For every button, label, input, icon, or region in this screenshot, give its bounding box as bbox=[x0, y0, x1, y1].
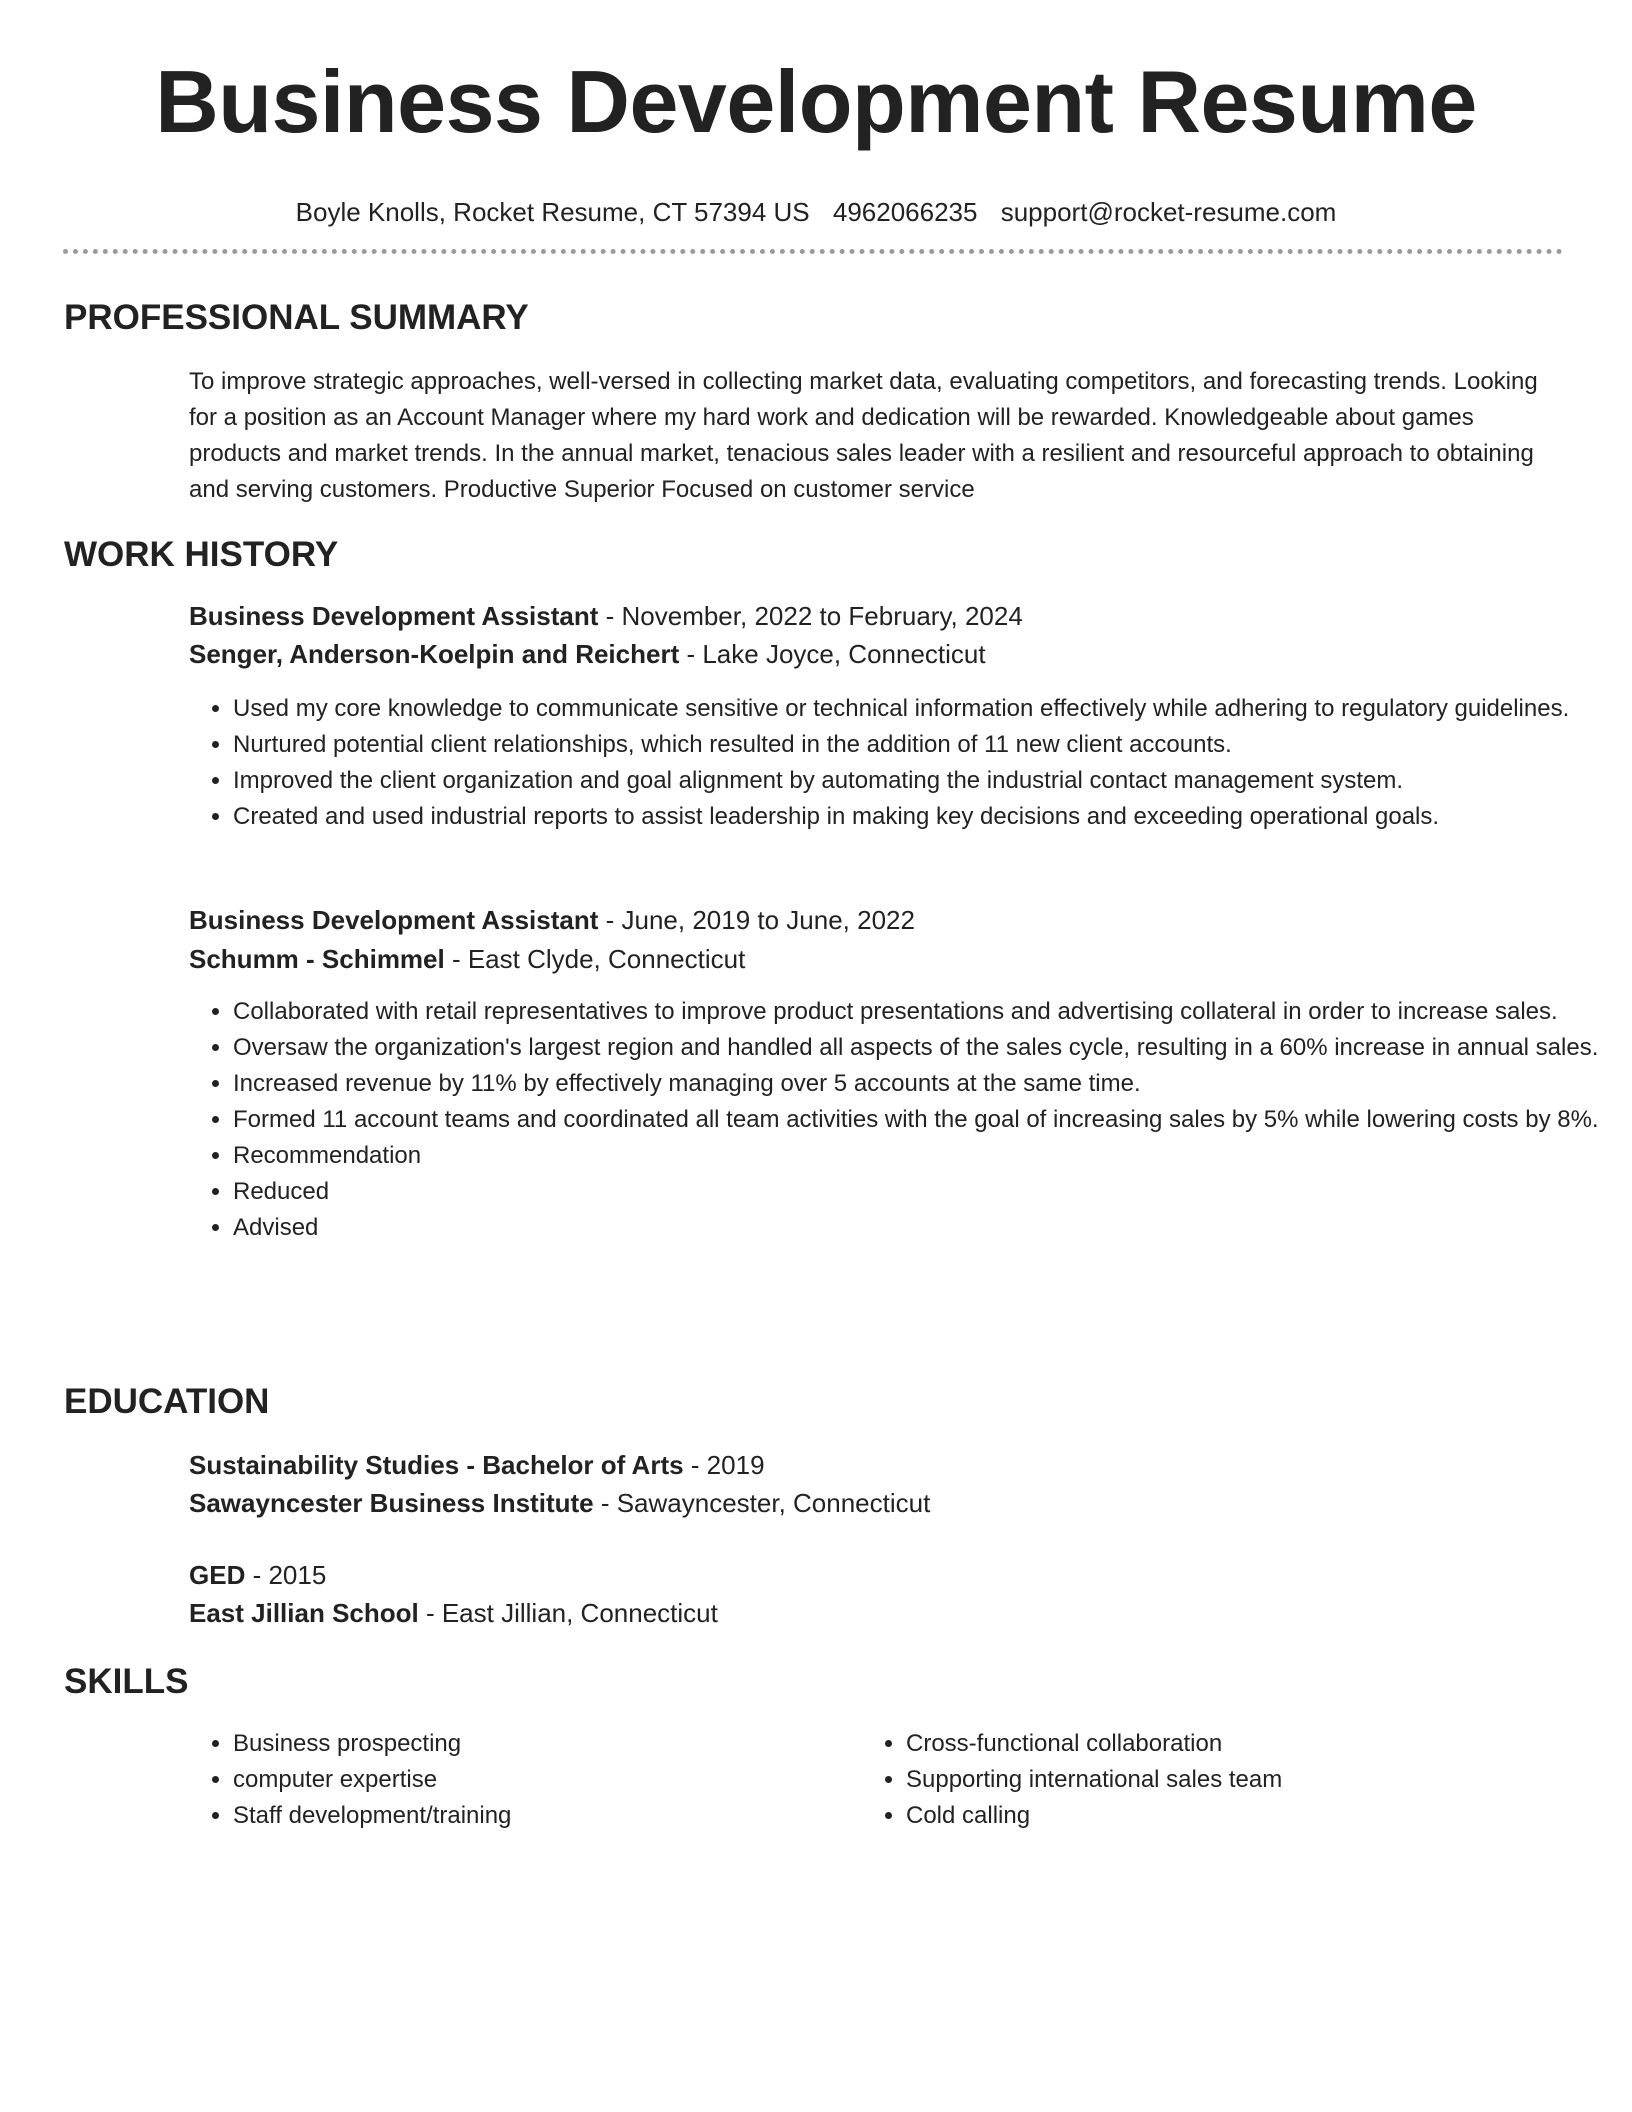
skill-item: • computer expertise bbox=[233, 1762, 853, 1798]
job-1-title: Business Development Assistant bbox=[189, 601, 599, 631]
list-item: • Advised bbox=[233, 1210, 1613, 1246]
education-2-location: - East Jillian, Connecticut bbox=[418, 1598, 718, 1628]
education-1-year: - 2019 bbox=[683, 1450, 765, 1480]
job-2-dates: - June, 2019 to June, 2022 bbox=[598, 905, 915, 935]
skill-item: • Staff development/training bbox=[233, 1798, 853, 1834]
contact-address: Boyle Knolls, Rocket Resume, CT 57394 US bbox=[295, 197, 810, 227]
job-1-company-line bbox=[189, 638, 986, 670]
skill-item: • Cold calling bbox=[906, 1798, 1606, 1834]
list-item: • Created and used industrial reports to assist leadership in making key decisions and exceeding operational goals. bbox=[233, 799, 1613, 835]
education-2-school: East Jillian School bbox=[189, 1598, 419, 1628]
skills-right-column bbox=[862, 1726, 1606, 1834]
job-2-location: - East Clyde, Connecticut bbox=[444, 944, 746, 974]
education-1-school: Sawayncester Business Institute bbox=[189, 1488, 594, 1518]
list-item: • Collaborated with retail representatives to improve product presentations and advertising collateral in order to increase sales. bbox=[233, 994, 1613, 1030]
summary-heading: PROFESSIONAL SUMMARY bbox=[64, 298, 529, 337]
job-2-title: Business Development Assistant bbox=[189, 905, 599, 935]
list-item: • Increased revenue by 11% by effectively managing over 5 accounts at the same time. bbox=[233, 1066, 1613, 1102]
skills-left-column bbox=[189, 1726, 853, 1834]
education-1-degree: Sustainability Studies - Bachelor of Arts bbox=[189, 1450, 684, 1480]
contact-phone: 4962066235 bbox=[832, 197, 978, 227]
job-1-location: - Lake Joyce, Connecticut bbox=[679, 639, 986, 669]
list-item: • Formed 11 account teams and coordinated all team activities with the goal of increasing sales by 5% while lowering costs by 8%. bbox=[233, 1102, 1613, 1138]
education-1-school-line bbox=[189, 1487, 930, 1519]
contact-line bbox=[0, 196, 1632, 228]
list-item: • Nurtured potential client relationships, which resulted in the addition of 11 new client accounts. bbox=[233, 727, 1613, 763]
contact-email: support@rocket-resume.com bbox=[1000, 197, 1337, 227]
list-item: • Oversaw the organization's largest region and handled all aspects of the sales cycle, resulting in a 60% increase in annual sales. bbox=[233, 1030, 1613, 1066]
header-divider bbox=[63, 249, 1563, 254]
skill-item: • Cross-functional collaboration bbox=[906, 1726, 1606, 1762]
resume-title: Business Development Resume bbox=[155, 52, 1477, 151]
list-item: • Recommendation bbox=[233, 1138, 1613, 1174]
list-item: • Used my core knowledge to communicate sensitive or technical information effectively while adhering to regulatory guidelines. bbox=[233, 691, 1613, 727]
job-1-bullets bbox=[189, 691, 1613, 835]
list-item: • Reduced bbox=[233, 1174, 1613, 1210]
skills-heading: SKILLS bbox=[64, 1662, 189, 1701]
resume-header bbox=[0, 50, 1632, 228]
education-heading: EDUCATION bbox=[64, 1382, 270, 1421]
job-2-bullets bbox=[189, 994, 1613, 1246]
education-1-location: - Sawayncester, Connecticut bbox=[593, 1488, 931, 1518]
education-1-degree-line bbox=[189, 1449, 765, 1481]
education-2-school-line bbox=[189, 1597, 718, 1629]
education-2-year: - 2015 bbox=[245, 1560, 327, 1590]
skill-item: • Supporting international sales team bbox=[906, 1762, 1606, 1798]
job-2-company-line bbox=[189, 943, 745, 975]
job-1-company: Senger, Anderson-Koelpin and Reichert bbox=[189, 639, 680, 669]
job-1-dates: - November, 2022 to February, 2024 bbox=[598, 601, 1023, 631]
education-2-degree-line bbox=[189, 1559, 326, 1591]
work-history-heading: WORK HISTORY bbox=[64, 535, 339, 574]
list-item: • Improved the client organization and goal alignment by automating the industrial contact management system. bbox=[233, 763, 1613, 799]
skill-item: • Business prospecting bbox=[233, 1726, 853, 1762]
job-1-title-line bbox=[189, 600, 1023, 632]
summary-text: To improve strategic approaches, well-versed in collecting market data, evaluating competitors, and forecasting trends. Looking for a position as an Account Manager where my hard work and dedication will be rewarded. Knowledgeable about games products and market trends. In the annual market, tenacious sales leader with a resilient and resourceful approach to obtaining and serving customers. Productive Superior Focused on customer service bbox=[189, 368, 1538, 503]
job-2-title-line bbox=[189, 904, 915, 936]
education-2-degree: GED bbox=[189, 1560, 246, 1590]
job-2-company: Schumm - Schimmel bbox=[189, 944, 445, 974]
